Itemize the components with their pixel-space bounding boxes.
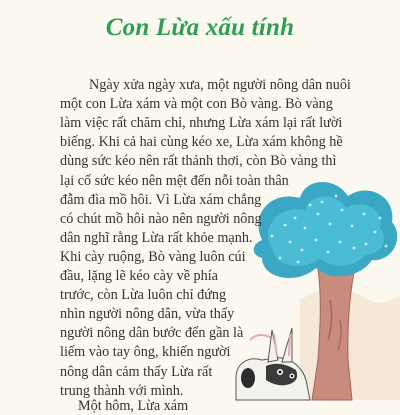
donkey <box>236 328 310 400</box>
text-line: liếm vào tay ông, khiến người <box>60 344 231 361</box>
text-line: dân nghĩ rằng Lừa rất khỏe mạnh. <box>60 229 253 246</box>
text-line: có chút mồ hôi nào nên người nông <box>60 210 262 227</box>
text-line: làm việc rất chăm chỉ, nhưng Lừa xám lại rất lười <box>60 115 343 132</box>
text-line: trung thành với mình. <box>60 382 184 399</box>
text-line: nhìn người nông dân, vừa thấy <box>60 306 235 323</box>
text-line: biếng. Khi cả hai cùng kéo xe, Lừa xám không hề <box>60 134 343 151</box>
text-line: Ngày xửa ngày xưa, một người nông dân nuôi <box>89 77 351 93</box>
text-line: đầu, lặng lẽ kéo cày về phía <box>60 268 218 284</box>
tree-canopy <box>254 182 397 278</box>
text-line: trước, còn Lừa luôn chỉ đứng <box>60 287 227 304</box>
text-line: dùng sức kéo nên rất thảnh thơi, còn Bò vàng thì <box>60 153 337 170</box>
story-title: Con Lừa xấu tính <box>105 14 295 41</box>
text-line: Khi cày ruộng, Bò vàng luôn cúi <box>60 248 246 265</box>
text-line: người nông dân bước đến gần là <box>60 325 244 342</box>
text-line: đẫm đìa mồ hôi. Vì Lừa xám chẳng <box>60 191 262 208</box>
text-line: một con Lừa xám và một con Bò vàng. Bò vàng <box>60 96 333 113</box>
text-line: nông dân cảm thấy Lừa rất <box>60 363 213 380</box>
text-line: Một hôm, Lừa xám <box>78 397 189 414</box>
text-line: lại cố sức kéo nên mệt đến nỗi toàn thân <box>60 172 289 189</box>
